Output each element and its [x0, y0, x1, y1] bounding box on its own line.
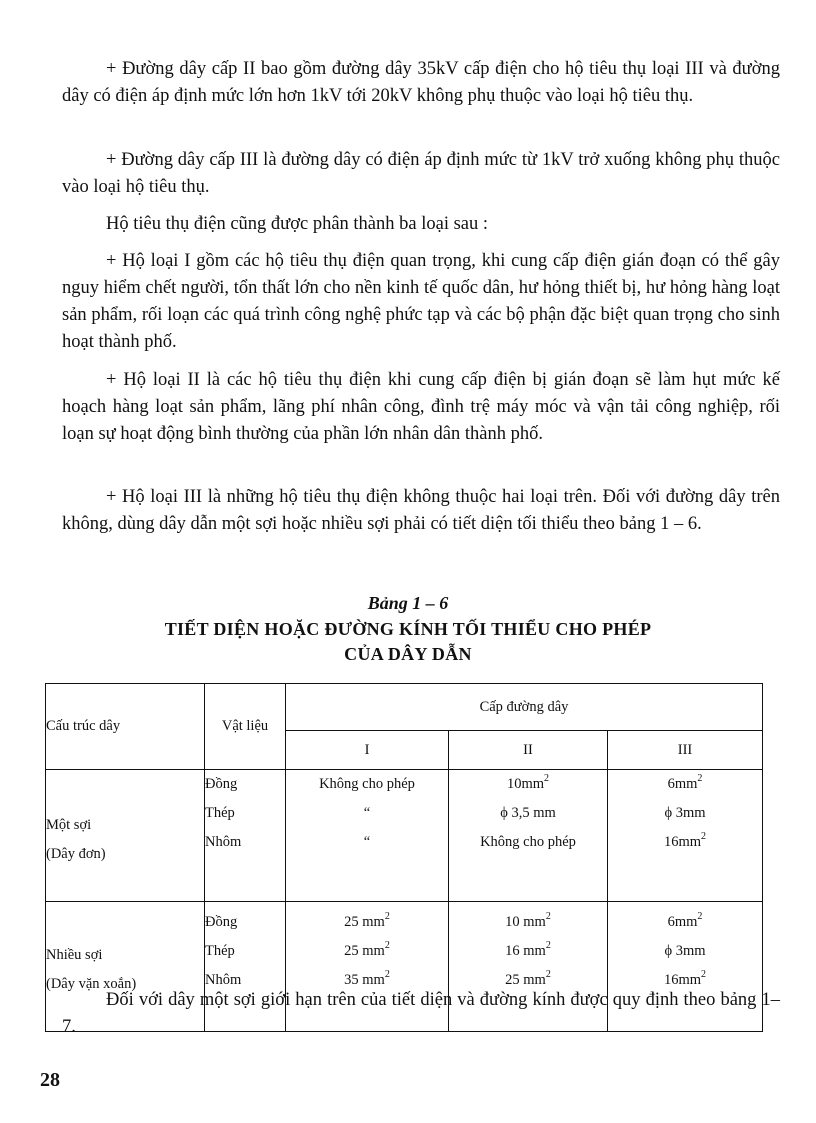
table-title-line-1: TIẾT DIỆN HOẶC ĐƯỜNG KÍNH TỐI THIỂU CHO PHÉP [164, 619, 652, 639]
value-exponent: 2 [701, 969, 707, 980]
header-level-II: II [449, 731, 608, 770]
value-text: ϕ 3mm [664, 943, 706, 959]
value-exponent: 2 [384, 940, 390, 951]
value-exponent: 2 [697, 911, 703, 922]
value [608, 937, 762, 966]
value-text: 10mm [506, 776, 545, 792]
header-level-III: III [608, 731, 763, 770]
header-level-I: I [286, 731, 449, 770]
structure-note: (Dây vặn xoắn) [46, 976, 137, 992]
structure-label: Một sợi [46, 817, 92, 833]
value-text: ϕ 3mm [664, 805, 706, 821]
value [449, 770, 607, 799]
value-text: 6mm [667, 776, 698, 792]
value: “ [363, 805, 371, 821]
value-text: 6mm [667, 914, 698, 930]
value: “ [363, 834, 371, 850]
value [608, 799, 762, 828]
table-title [0, 617, 816, 667]
value-text: 35 mm [344, 972, 385, 988]
value-text: ϕ 3,5 mm [500, 805, 556, 821]
table-row [46, 770, 763, 902]
value: Không cho phép [319, 776, 415, 792]
value-text: Không cho phép [480, 834, 576, 850]
paragraph-consumer-type-2: + Hộ loại II là các hộ tiêu thụ điện khi cung cấp điện bị gián đoạn sẽ làm hụt mức kế hoạch hàng loạt sản phẩm, lãng phí nhân công, đình trệ máy móc và vận tải công nghiệp, rối loạn sự hoạt động bình thường của phần lớn nhân dân thành phố. [62, 370, 780, 444]
value-exponent: 2 [701, 831, 707, 842]
material-steel: Thép [205, 943, 235, 959]
value [608, 908, 762, 937]
value-text: 25 mm [344, 914, 385, 930]
value-text: 16mm [663, 834, 702, 850]
cell-level-III [608, 770, 763, 902]
value-exponent: 2 [544, 773, 550, 784]
value [608, 770, 762, 799]
material-steel: Thép [205, 805, 235, 821]
material-aluminum: Nhôm [205, 834, 242, 850]
paragraph-consumer-intro: Hộ tiêu thụ điện cũng được phân thành ba loại sau : [106, 214, 489, 234]
min-cross-section-table [45, 683, 763, 1032]
value [449, 828, 607, 857]
paragraph-consumer-type-1: + Hộ loại I gồm các hộ tiêu thụ điện quan trọng, khi cung cấp điện gián đoạn có thể gây nguy hiểm chết người, tổn thất lớn cho nền kinh tế quốc dân, hư hỏng thiết bị, hư hỏng hàng loạt sản phẩm, rối loạn các quá trình công nghệ phức tạp và các bộ phận đặc biệt quan trọng cho sinh hoạt thành phố. [62, 251, 780, 352]
value [449, 908, 607, 937]
table-title-line-2: CỦA DÂY DẪN [344, 644, 472, 664]
value [608, 828, 762, 857]
value-text: 16 mm [505, 943, 546, 959]
value [449, 799, 607, 828]
cell-structure [46, 770, 205, 902]
cell-material [205, 770, 286, 902]
value [286, 908, 448, 937]
value-exponent: 2 [545, 911, 551, 922]
value-text: 25 mm [344, 943, 385, 959]
cell-level-I [286, 770, 449, 902]
structure-note: (Dây đơn) [46, 846, 106, 862]
table-label: Bảng 1 – 6 [367, 593, 449, 613]
structure-label: Nhiều sợi [46, 947, 103, 963]
header-line-level: Cấp đường dây [286, 684, 763, 731]
value-text: 16mm [663, 972, 702, 988]
value [449, 937, 607, 966]
paragraph-table-1-7-note: Đối với dây một sợi giới hạn trên của tiết diện và đường kính được quy định theo bảng 1– 7. [62, 990, 780, 1037]
table-header-row [46, 684, 763, 731]
header-material: Vật liệu [205, 684, 286, 770]
paragraph-line-level-3: + Đường dây cấp III là đường dây có điện áp định mức từ 1kV trở xuống không phụ thuộc vào loại hộ tiêu thụ. [62, 150, 780, 197]
value-exponent: 2 [697, 773, 703, 784]
material-copper: Đồng [205, 776, 238, 792]
material-copper: Đồng [205, 914, 238, 930]
value-exponent: 2 [384, 911, 390, 922]
paragraph-line-level-2: + Đường dây cấp II bao gồm đường dây 35kV cấp điện cho hộ tiêu thụ loại III và đường dây có điện áp định mức lớn hơn 1kV tới 20kV không phụ thuộc vào loại hộ tiêu thụ. [62, 59, 780, 106]
value [286, 937, 448, 966]
cell-level-II [449, 770, 608, 902]
material-aluminum: Nhôm [205, 972, 242, 988]
value-text: 25 mm [505, 972, 546, 988]
value-exponent: 2 [384, 969, 390, 980]
value-exponent: 2 [545, 969, 551, 980]
value-text: 10 mm [505, 914, 546, 930]
header-structure: Cấu trúc dây [46, 684, 205, 770]
page-number: 28 [40, 1069, 60, 1091]
value-exponent: 2 [545, 940, 551, 951]
paragraph-consumer-type-3: + Hộ loại III là những hộ tiêu thụ điện không thuộc hai loại trên. Đối với đường dây trên không, dùng dây dẫn một sợi hoặc nhiều sợi phải có tiết diện tối thiểu theo bảng 1 – 6. [62, 487, 780, 534]
